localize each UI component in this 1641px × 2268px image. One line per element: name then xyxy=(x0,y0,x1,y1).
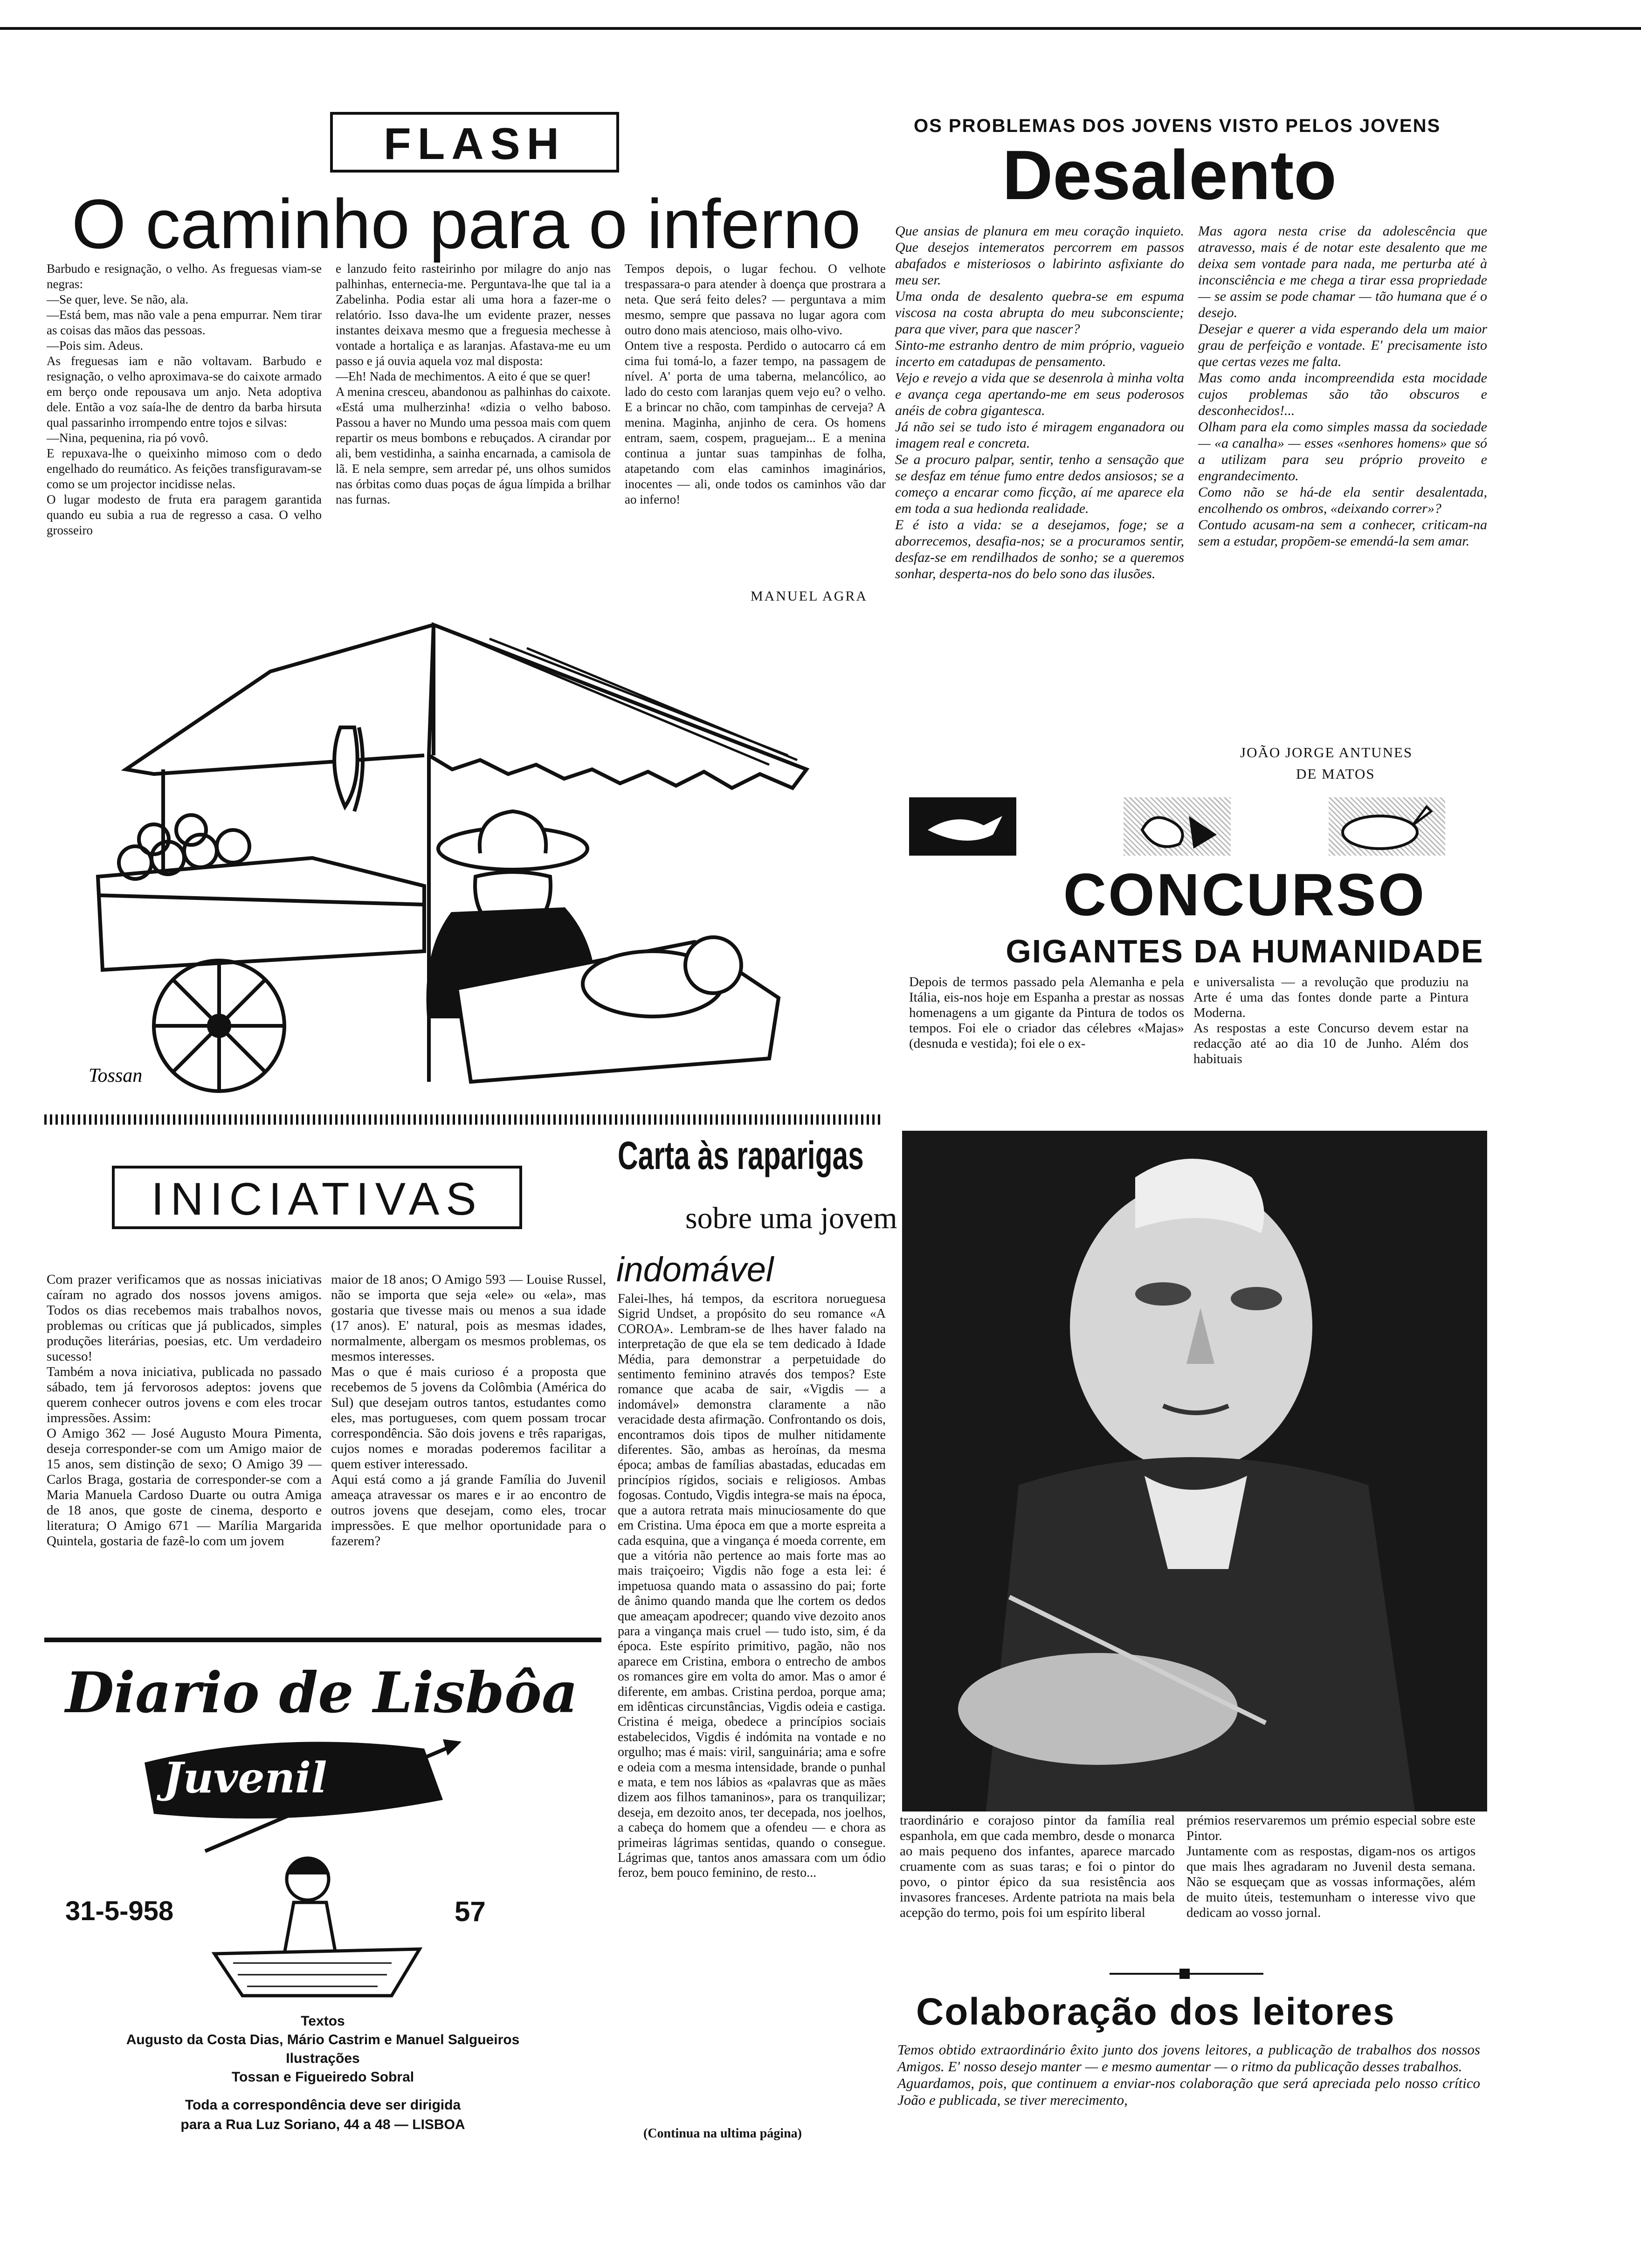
flash-column-3: Tempos depois, o lugar fechou. O velhote trespassara-o para atender à doença que prostrara a neta. Que será feito deles? — perguntava a mim mesmo, sempre que passava no lugar agora com outro dono mais atencioso, mais olho-vivo. Ontem tive a resposta. Perdido o autocarro cá em cima fui tomá-lo, a fazer tempo, na passagem de nível. A' porta de uma taberna, melancólico, ao lado do cesto com laranjas quem vejo eu? o velho. E a brincar no chão, com tampinhas de cerveja? A menina. Maginha, anjinho de cera. Os homens entram, saem, cospem, praguejam... E a menina continua a juntar suas tampinhas de folha, atapetando com elas caminhos imaginários, inocentes — ali, onde todos os caminhos vão dar ao inferno! xyxy=(625,262,886,506)
colaboracao-title: Colaboração dos leitores xyxy=(916,1991,1395,2033)
iniciativas-column-2: maior de 18 anos; O Amigo 593 — Louise Russel, não se importa que seja «ele» ou «ela», mas gostaria que tivesse mais ou menos a sua idade (17 anos). E' natural, pois as mesmas idades, normalmente, albergam os mesmos problemas, os mesmos interesses. Mas o que é mais curioso é a proposta que recebemos de 5 jovens da Colômbia (América do Sul) que desejam outros tantos, estudantes como eles, mas portugueses, com quem possam trocar correspondência. São dois jovens e três raparigas, cujos nomes e moradas poderemos facilitar a quem estiver interessado. Aqui está como a já grande Família do Juvenil ameaça atravessar os mares e ir ao encontro de outros jovens que desejam, como eles, trocar impressões. E que melhor oportunidade para o fazerem? xyxy=(331,1272,606,1549)
desalento-kicker: OS PROBLEMAS DOS JOVENS VISTO PELOS JOVENS xyxy=(914,116,1441,136)
hatched-divider xyxy=(44,1114,881,1125)
concurso-column-4: prémios reservaremos um prémio especial sobre este Pintor. Juntamente com as respostas, digam-nos os artigos que mais lhes agradaram no Juvenil desta semana. Não se esqueçam que as vossas informações, além de muito úteis, testemunham o interesse vivo que dedicam ao vosso jornal. xyxy=(1186,1813,1476,1920)
credits-label-1: Textos xyxy=(301,2013,345,2029)
issue-date: 31-5-958 xyxy=(65,1896,174,1926)
painter-portrait xyxy=(902,1131,1487,1812)
carta-subtitle-1: sobre uma jovem xyxy=(685,1201,897,1235)
credits-label-2: Ilustrações xyxy=(286,2051,360,2066)
carta-subtitle-2: indomável xyxy=(616,1250,774,1289)
boy-in-boat-illustration xyxy=(205,1846,429,2005)
iniciativas-label: INICIATIVAS xyxy=(151,1173,483,1224)
carta-title: Carta às raparigas xyxy=(618,1134,864,1177)
section-divider-line xyxy=(1110,1973,1263,1975)
flash-label: FLASH xyxy=(384,119,565,169)
desalento-author-1: JOÃO JORGE ANTUNES xyxy=(1240,744,1413,761)
address-line-2: para a Rua Luz Soriano, 44 a 48 — LISBOA xyxy=(180,2117,465,2132)
concurso-column-2: e universalista — a revolução que produziu na Arte é uma das fontes donde parte a Pintura Moderna. As respostas a este Concurso devem estar na redacção até ao dia 10 de Junho. Além dos habituais xyxy=(1193,975,1469,1066)
iniciativas-column-1: Com prazer verificamos que as nossas iniciativas caíram no agrado dos nossos jovens amigos. Todos os dias recebemos mais trabalhos novos, problemas ou críticas que já publicados, simples produções literárias, poesias, etc. Um verdadeiro sucesso! Também a nova iniciativa, publicada no passado sábado, tem já fervorosos adeptos: jovens que querem conhecer outros jovens e com eles trocar impressões. Assim: O Amigo 362 — José Augusto Moura Pimenta, deseja corresponder-se com um Amigo maior de 15 anos, sem distinção de sexo; O Amigo 39 — Carlos Braga, gostaria de corresponder-se com a Maria Manuela Cardoso Duarte ou outra Amiga de 18 anos, que goste de cinema, desporto e literatura; O Amigo 671 — Marília Margarida Quintela, gostaria de fazê-lo com um jovem xyxy=(47,1272,322,1549)
concurso-column-1: Depois de termos passado pela Alemanha e pela Itália, eis-nos hoje em Espanha a prestar as nossas homenagens a um gigante da Pintura de todos os tempos. Foi ele o criador das célebres «Majas» (desnuda e vestida); foi ele o ex- xyxy=(909,975,1184,1051)
concurso-title: CONCURSO xyxy=(1063,862,1427,928)
dove-icon xyxy=(909,797,1016,856)
carta-body: Falei-lhes, há tempos, da escritora norueguesa Sigrid Undset, a propósito do seu romance «A COROA». Lembram-se de lhes haver falado na interpretação de que ela se tem dedicado à Idade Média, para demonstrar a perpetuidade do sentimento feminino através dos tempos? Este romance que acaba de sair, «Vigdis — a indomável» demonstra claramente a não veracidade desta afirmação. Confrontando os dois, encontramos dois tipos de mulher nitidamente diferentes. São, ambas as heroínas, da mesma época; ambas de famílias abastadas, educadas em princípios rígidos, sociais e religiosos. Ambas fogosas. Contudo, Vigdis integra-se mais na época, que a autora retrata mais minuciosamente do que em Cristina. Uma época em que a morte espreita a cada esquina, que a vingança é moeda corrente, em que a vitória não pertence ao mais forte mas ao mais traiçoeiro; Vigdis não foge a esta lei: é impetuosa quando mata o assassino do pai; forte de ânimo quando manda que lhe cortem os dedos que ameaçam apodrecer; quando vive dezoito anos para a vingança mais cruel — tudo isto, sim, é da época. Este espírito primitivo, pagão, não nos aparece em Cristina, embora o entrecho de ambos os romances gire em volta do amor. Mas o amor é diferente, em ambas. Cristina perdoa, porque ama; em idênticas circunstâncias, Vigdis odeia e castiga. Cristina é meiga, obedece a princípios sociais estabelecidos, Vigdis é indómita na vontade e no orgulho; mas é mais: viril, sanguinária; ama e sofre e odeia com a mesma intensidade, brande o punhal e mata, e tem nos lábios as «palavras que as mães dizem aos filhos tamaninos», para os tranquilizar; deseja, em dezoito anos, ter decepada, nos joelhos, a cabeça do homem que a ofendeu — e chora as primeiras lágrimas sentidas, quando o consegue. Lágrimas que, tantos anos amassara com um ódio feroz, bem pouco feminino, de resto... xyxy=(618,1292,886,1881)
desalento-title: Desalento xyxy=(1002,136,1337,214)
flash-column-1: Barbudo e resignação, o velho. As freguesas viam-se negras: —Se quer, leve. Se não, ala. —Está bem, mas não vale a pena empurrar. Nem tirar as coisas das mãos das pessoas. —Pois sim. Adeus. As freguesas iam e não voltavam. Barbudo e resignação, o velho aproximava-se do caixote armado em berço onde repousava um anjo. Neta adoptiva dele. Então a voz saía-lhe de dentro da barba hirsuta qual passarinho irrompendo entre tojos e silvas: —Nina, pequenina, ria pó vovô. E repuxava-lhe o queixinho mimoso com o dedo engelhado do reumático. As feições transfiguravam-se como se um projector incidisse nelas. O lugar modesto de fruta era paragem garantida quando eu subia a rua de regresso a casa. O velho grosseiro xyxy=(47,262,322,537)
duck-icon xyxy=(1124,797,1231,856)
market-stall-illustration xyxy=(70,615,816,1105)
illustration-signature: Tossan xyxy=(89,1065,143,1086)
colaboracao-body: Temos obtido extraordinário êxito junto dos jovens leitores, a publicação de trabalhos dos nossos Amigos. E' nosso desejo manter — e mesmo aumentar — o ritmo da publicação desses trabalhos. Aguardamos, pois, que continuem a enviar-nos colaboração que será apreciada pelo nosso crítico João e publicada, se tiver merecimento, xyxy=(897,2041,1480,2108)
juvenil-banner-text: Juvenil xyxy=(163,1753,327,1803)
iniciativas-box xyxy=(112,1166,522,1229)
desalento-column-2: Mas agora nesta crise da adolescência que atravesso, mais é de notar este desalento que me deixa sem vontade para nada, me perturba até à inconsciência e me chega a tirar essa propriedade — se assim se pode chamar — tão humana que é o desejo. Desejar e querer a vida esperando dela um maior grau de perfeição e vontade. E' precisamente isto que certas vezes me falta. Mas como anda incompreendida esta mocidade cujos problemas são tão obscuros e desconhecidos!... Olham para ela como simples massa da sociedade — «a canalha» — esses «senhores homens» que só a utilizam para seu próprio proveito e engrandecimento. Como não se há-de ela sentir desalentada, encolhendo os ombros, «deixando correr»? Contudo acusam-na sem a conhecer, criticam-na sem a estudar, propõem-se emendá-la sem amar. xyxy=(1198,223,1487,549)
carta-continued: (Continua na ultima página) xyxy=(643,2126,802,2141)
concurso-column-3: traordinário e corajoso pintor da família real espanhola, em que cada membro, desde o monarca ao mais pequeno dos infantes, aparece marcado cruamente com as suas taras; e foi o pintor do povo, o pintor épico da sua resistência aos invasores franceses. Ardente patriota na mais bela acepção do termo, pois foi um espírito liberal xyxy=(900,1813,1175,1920)
flash-box xyxy=(330,112,619,173)
credits-names-2: Tossan e Figueiredo Sobral xyxy=(231,2069,414,2085)
flash-column-2: e lanzudo feito rasteirinho por milagre do anjo nas palhinhas, enternecia-me. Perguntava-lhe que tal ia a Zabelinha. Podia estar ali uma hora a fazer-me o relatório. Isso dava-lhe um evidente prazer, nesses instantes deixava mesmo que a freguesia mechesse à vontade a hortaliça e as laranjas. Afastava-me eu um passo e já ouvia aquela voz mal disposta: —Eh! Nada de mechimentos. A eito é que se quer! A menina cresceu, abandonou as palhinhas do caixote. «Está uma mulherzinha! «dizia o velho baboso. Passou a haver no Mundo uma pessoa mais com quem repartir os meus bombons e rebuçados. A cirandar por ali, bem vestidinha, a sainha encarnada, a camisola de lã. E nela sempre, sem arredar pé, uns olhos sumidos nas órbitas como duas poças de água límpida a brilhar nas furnas. xyxy=(336,262,611,506)
credits-names-1: Augusto da Costa Dias, Mário Castrim e Manuel Salgueiros xyxy=(126,2032,520,2047)
concurso-subtitle: GIGANTES DA HUMANIDADE xyxy=(1006,933,1484,969)
desalento-author-2: DE MATOS xyxy=(1296,766,1375,782)
address-line-1: Toda a correspondência deve ser dirigida xyxy=(185,2097,461,2113)
rabbit-icon xyxy=(1329,797,1445,856)
flash-title: O caminho para o inferno xyxy=(71,185,861,263)
masthead-title: Diario de Lisbôa xyxy=(65,1660,578,1726)
masthead-rule xyxy=(44,1638,601,1642)
top-rule xyxy=(0,27,1641,30)
juvenil-banner xyxy=(135,1735,462,1860)
issue-number: 57 xyxy=(455,1896,486,1927)
flash-author: MANUEL AGRA xyxy=(751,588,868,604)
desalento-column-1: Que ansias de planura em meu coração inquieto. Que desejos intemeratos percorrem em passos abafados e misteriosos o labirinto asfixiante do meu ser. Uma onda de desalento quebra-se em espuma viscosa na costa abrupta do meu subconsciente; para que viver, para que nascer? Sinto-me estranho dentro de mim próprio, vagueio incerto em catadupas de pensamento. Vejo e revejo a vida que se desenrola à minha volta e avança cega apertando-me em seus poderosos anéis de cobra gigantesca. Já não sei se tudo isto é miragem enganadora ou imagem real e concreta. Se a procuro palpar, sentir, tenho a sensação que se desfaz em ténue fumo entre dedos ansiosos; se a começo a encarar como ficção, aí me aparece ela em toda a sua hedionda realidade. E é isto a vida: se a desejamos, foge; se a aborrecemos, desafia-nos; se a procuramos sentir, desfaz-se em rendilhados de sonho; se a queremos sonhar, desperta-nos do belo sono das ilusões. xyxy=(895,223,1184,581)
